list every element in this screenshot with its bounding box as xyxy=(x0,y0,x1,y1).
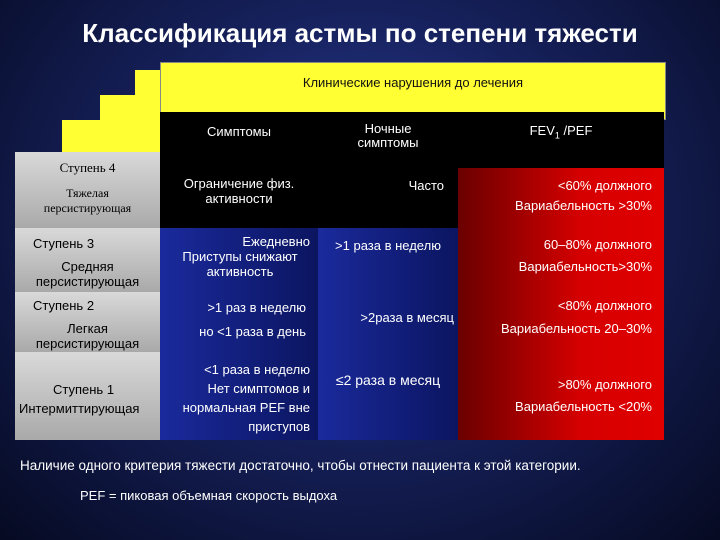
fev-2-variability: Вариабельность 20–30% xyxy=(500,321,652,336)
symptoms-3-frequency: Ежедневно xyxy=(242,234,310,249)
fev-cell-4 xyxy=(458,168,664,228)
header-symptoms-label: Симптомы xyxy=(207,124,271,139)
header-fev xyxy=(458,112,664,168)
header-fev-sub: 1 xyxy=(554,130,560,141)
fev-1-value: >80% должного xyxy=(557,377,652,392)
symptoms-4-text: Ограничение физ. активности xyxy=(183,176,295,206)
fev-3-variability: Вариабельность>30% xyxy=(518,259,652,274)
fev-cell-1 xyxy=(458,352,664,440)
symptoms-2-frequency: >1 раз в неделю xyxy=(207,300,306,315)
symptoms-2-limit: но <1 раза в день xyxy=(199,324,306,339)
symptoms-cell-1 xyxy=(160,352,318,440)
pef-definition: PEF = пиковая объемная скорость выдоха xyxy=(80,488,338,503)
fev-3-value: 60–80% должного xyxy=(543,237,652,252)
symptoms-cell-3 xyxy=(160,228,318,292)
night-cell-2 xyxy=(318,292,458,352)
fev-1-variability: Вариабельность <20% xyxy=(515,399,652,414)
stage-4-desc: Тяжелая персистирующая xyxy=(43,186,132,215)
fev-4-variability: Вариабельность >30% xyxy=(515,198,652,213)
stage-cell-1 xyxy=(15,352,160,440)
stage-2-desc: Легкая персистирующая xyxy=(35,321,140,351)
header-night xyxy=(318,112,458,168)
header-symptoms xyxy=(160,112,318,156)
night-2-text: >2раза в месяц xyxy=(360,310,454,325)
header-night-label: Ночные симптомы xyxy=(357,121,419,150)
stage-4-title: Ступень 4 xyxy=(59,160,116,175)
stage-1-title: Ступень 1 xyxy=(53,382,115,397)
header-fev-rest: /PEF xyxy=(559,123,593,138)
night-cell-4 xyxy=(318,168,458,228)
fev-2-value: <80% должного xyxy=(557,298,652,313)
symptoms-cell-2 xyxy=(160,292,318,352)
fev-4-value: <60% должного xyxy=(557,178,652,193)
night-cell-3 xyxy=(318,228,458,292)
night-4-text: Часто xyxy=(408,178,444,193)
symptoms-3-effect: Приступы снижают активность xyxy=(182,249,298,279)
night-1-text: ≤2 раза в месяц xyxy=(335,372,441,388)
banner-label: Клинические нарушения до лечения xyxy=(302,75,524,90)
fev-cell-3 xyxy=(458,228,664,292)
stage-3-desc: Средняя персистирующая xyxy=(35,259,140,289)
slide-title: Классификация астмы по степени тяжести xyxy=(82,18,638,48)
stage-1-desc: Интермиттирующая xyxy=(19,401,140,416)
staircase-step-3 xyxy=(62,120,172,155)
symptoms-cell-4 xyxy=(160,156,318,228)
stage-cell-3 xyxy=(15,228,160,292)
night-cell-1 xyxy=(318,352,458,440)
header-fev-label: FEV xyxy=(529,123,555,138)
stage-2-title: Ступень 2 xyxy=(33,298,95,313)
stage-cell-2 xyxy=(15,292,160,352)
stage-3-title: Ступень 3 xyxy=(33,236,95,251)
stage-cell-4 xyxy=(15,152,160,228)
criteria-note: Наличие одного критерия тяжести достаточно, чтобы отнести пациента к этой категории. xyxy=(20,458,581,473)
night-3-text: >1 раза в неделю xyxy=(335,238,441,253)
symptoms-1-description: Нет симптомов и нормальная PEF вне приступов xyxy=(182,381,310,434)
symptoms-1-frequency: <1 раза в неделю xyxy=(204,362,310,377)
fev-cell-2 xyxy=(458,292,664,352)
